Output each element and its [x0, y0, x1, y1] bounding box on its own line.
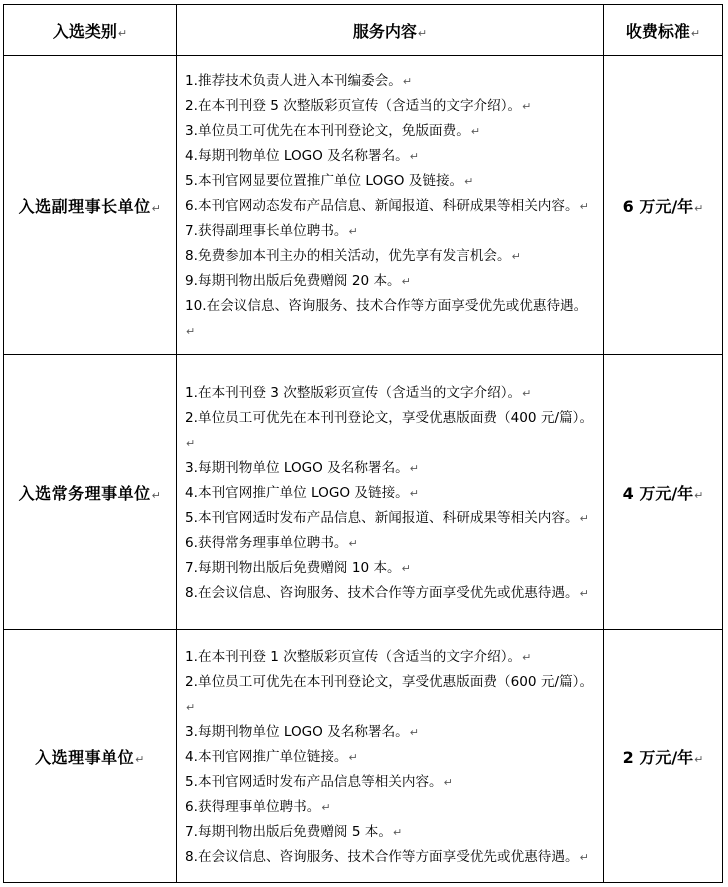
fee-value: 6 万元/年	[622, 196, 694, 216]
paragraph-mark-icon: ↵	[409, 149, 419, 163]
service-item-text: 1.在本刊刊登 1 次整版彩页宣传（含适当的文字介绍）。	[185, 648, 522, 665]
service-item	[185, 244, 597, 269]
service-item	[185, 456, 597, 481]
header-cell-fee	[604, 5, 723, 56]
service-item-text: 4.每期刊物单位 LOGO 及名称署名。	[185, 147, 409, 164]
header-fee-label: 收费标准	[625, 21, 690, 41]
paragraph-mark-icon: ↵	[348, 750, 358, 764]
paragraph-mark-icon: ↵	[135, 752, 145, 766]
service-item	[185, 820, 597, 845]
paragraph-mark-icon: ↵	[579, 850, 589, 864]
service-item	[185, 745, 597, 770]
service-item	[185, 194, 597, 219]
service-item	[185, 481, 597, 506]
fee-cell	[604, 56, 723, 355]
header-cell-services	[177, 5, 604, 56]
service-item	[185, 294, 597, 344]
category-label: 入选常务理事单位	[18, 483, 151, 503]
service-item-text: 7.获得副理事长单位聘书。	[185, 222, 348, 239]
service-item-text: 2.单位员工可优先在本刊刊登论文，享受优惠版面费（400 元/篇）。	[185, 409, 594, 426]
services-cell	[177, 355, 604, 630]
service-item-text: 7.每期刊物出版后免费赠阅 5 本。	[185, 823, 392, 840]
paragraph-mark-icon: ↵	[511, 249, 521, 263]
header-cell-category	[4, 5, 177, 56]
paragraph-mark-icon: ↵	[401, 561, 411, 575]
paragraph-mark-icon: ↵	[694, 752, 704, 766]
paragraph-mark-icon: ↵	[464, 174, 474, 188]
paragraph-mark-icon: ↵	[117, 26, 128, 40]
header-services-label: 服务内容	[352, 21, 417, 41]
category-cell	[4, 630, 177, 883]
paragraph-mark-icon: ↵	[392, 825, 403, 839]
paragraph-mark-icon: ↵	[522, 99, 532, 113]
service-item	[185, 670, 597, 720]
service-item	[185, 845, 597, 870]
service-item-text: 5.本刊官网显要位置推广单位 LOGO 及链接。	[185, 172, 464, 189]
paragraph-mark-icon: ↵	[186, 324, 196, 338]
service-item-text: 10.在会议信息、咨询服务、技术合作等方面享受优先或优惠待遇。	[185, 297, 588, 314]
service-item-text: 9.每期刊物出版后免费赠阅 20 本。	[185, 272, 401, 289]
paragraph-mark-icon: ↵	[409, 725, 419, 739]
paragraph-mark-icon: ↵	[151, 488, 162, 502]
paragraph-mark-icon: ↵	[694, 488, 704, 502]
category-label: 入选副理事长单位	[18, 196, 151, 216]
paragraph-mark-icon: ↵	[522, 650, 532, 664]
service-item-text: 1.在本刊刊登 3 次整版彩页宣传（含适当的文字介绍）。	[185, 384, 522, 401]
service-item	[185, 770, 597, 795]
service-item-text: 3.每期刊物单位 LOGO 及名称署名。	[185, 459, 409, 476]
service-item-text: 8.在会议信息、咨询服务、技术合作等方面享受优先或优惠待遇。	[185, 584, 579, 601]
table-header-row	[4, 5, 723, 56]
category-cell	[4, 355, 177, 630]
service-item-text: 2.在本刊刊登 5 次整版彩页宣传（含适当的文字介绍）。	[185, 97, 522, 114]
membership-fee-document	[3, 4, 723, 883]
service-item-text: 4.本刊官网推广单位 LOGO 及链接。	[185, 484, 409, 501]
paragraph-mark-icon: ↵	[348, 224, 358, 238]
paragraph-mark-icon: ↵	[151, 201, 162, 215]
paragraph-mark-icon: ↵	[348, 536, 358, 550]
paragraph-mark-icon: ↵	[401, 274, 411, 288]
service-item-text: 2.单位员工可优先在本刊刊登论文，享受优惠版面费（600 元/篇）。	[185, 673, 594, 690]
service-item	[185, 144, 597, 169]
service-item-text: 8.在会议信息、咨询服务、技术合作等方面享受优先或优惠待遇。	[185, 848, 579, 865]
fee-value: 4 万元/年	[622, 483, 694, 503]
service-item	[185, 269, 597, 294]
table-row	[4, 630, 723, 883]
paragraph-mark-icon: ↵	[579, 586, 589, 600]
service-item-text: 6.本刊官网动态发布产品信息、新闻报道、科研成果等相关内容。	[185, 197, 579, 214]
service-item-text: 3.每期刊物单位 LOGO 及名称署名。	[185, 723, 409, 740]
paragraph-mark-icon: ↵	[694, 201, 704, 215]
service-item	[185, 406, 597, 456]
service-item	[185, 94, 597, 119]
paragraph-mark-icon: ↵	[690, 26, 701, 40]
service-item-text: 7.每期刊物出版后免费赠阅 10 本。	[185, 559, 401, 576]
service-item	[185, 795, 597, 820]
service-item	[185, 556, 597, 581]
service-item	[185, 531, 597, 556]
fee-cell	[604, 355, 723, 630]
service-item	[185, 69, 597, 94]
service-item	[185, 381, 597, 406]
service-item-text: 5.本刊官网适时发布产品信息等相关内容。	[185, 773, 443, 790]
service-list	[177, 377, 603, 608]
fee-cell	[604, 630, 723, 883]
paragraph-mark-icon: ↵	[470, 124, 481, 138]
service-item-text: 1.推荐技术负责人进入本刊编委会。	[185, 72, 402, 89]
service-item	[185, 169, 597, 194]
category-cell	[4, 56, 177, 355]
service-item	[185, 119, 597, 144]
service-list	[177, 641, 603, 872]
paragraph-mark-icon: ↵	[409, 486, 419, 500]
paragraph-mark-icon: ↵	[579, 511, 589, 525]
paragraph-mark-icon: ↵	[402, 74, 413, 88]
service-item	[185, 720, 597, 745]
paragraph-mark-icon: ↵	[522, 386, 532, 400]
services-cell	[177, 630, 604, 883]
service-item-text: 4.本刊官网推广单位链接。	[185, 748, 348, 765]
table-row	[4, 355, 723, 630]
paragraph-mark-icon: ↵	[186, 436, 196, 450]
service-item	[185, 219, 597, 244]
paragraph-mark-icon: ↵	[417, 26, 428, 40]
header-category-label: 入选类别	[52, 21, 117, 41]
service-item-text: 8.免费参加本刊主办的相关活动，优先享有发言机会。	[185, 247, 511, 264]
service-list	[177, 65, 603, 346]
service-item	[185, 645, 597, 670]
membership-table	[3, 4, 723, 883]
paragraph-mark-icon: ↵	[579, 199, 589, 213]
category-label: 入选理事单位	[35, 747, 135, 767]
service-item-text: 3.单位员工可优先在本刊刊登论文，免版面费。	[185, 122, 470, 139]
service-item-text: 6.获得常务理事单位聘书。	[185, 534, 348, 551]
service-item-text: 6.获得理事单位聘书。	[185, 798, 321, 815]
service-item	[185, 506, 597, 531]
table-row	[4, 56, 723, 355]
fee-value: 2 万元/年	[622, 747, 694, 767]
paragraph-mark-icon: ↵	[186, 700, 196, 714]
service-item-text: 5.本刊官网适时发布产品信息、新闻报道、科研成果等相关内容。	[185, 509, 579, 526]
paragraph-mark-icon: ↵	[409, 461, 419, 475]
paragraph-mark-icon: ↵	[443, 775, 453, 789]
paragraph-mark-icon: ↵	[321, 800, 331, 814]
service-item	[185, 581, 597, 606]
services-cell	[177, 56, 604, 355]
